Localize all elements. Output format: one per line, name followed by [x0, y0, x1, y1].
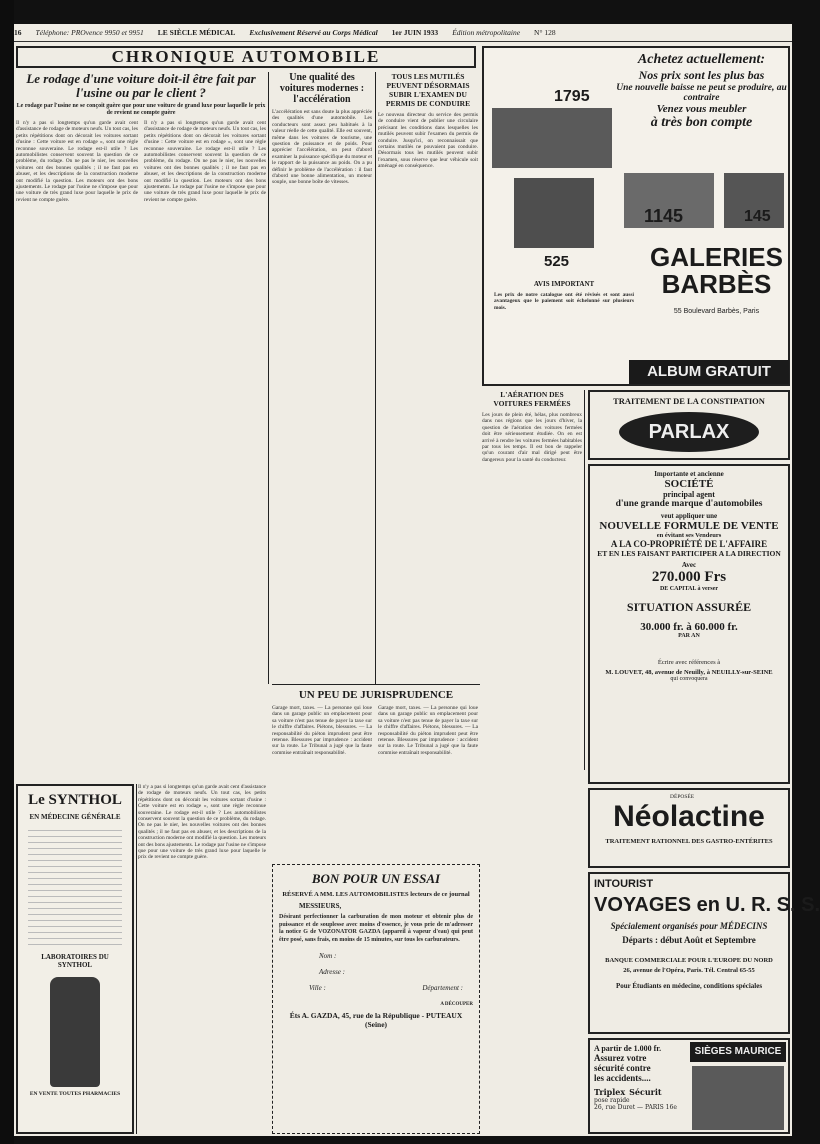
column-rule	[375, 72, 376, 684]
barbes-price-2: 1145	[644, 206, 684, 226]
societe-line6: NOUVELLE FORMULE DE VENTE	[599, 520, 779, 532]
mutiles-body: Le nouveau directeur du service des permis de conduire vient de publier une circulaire précisant les conditions dans lesquelles les mutilés peuvent subir l'examen du permis de conduire. Jusqu'ici, on reconnaissait que certains mutilés ne pouvaient pas conduire. Désormais tous les mutilés peuvent subir l'examen, sous réserve que leur véhicule soit aménagé en conséquence.	[378, 112, 478, 170]
rodage-body-col1: Il n'y a pas si longtemps qu'un garde avait cent d'assistance de rodage de moteurs neufs. Un tout cas, les petits répétitions dont on décorait les voitures sortant d'usine : Cette voiture est en rodage », sont une règle reconnue souveraine. Le rodage est-il utile ? Les automobilistes conservent souvent la question de ce problème, du rodage. On ne pas le nier, les nouvelles voitures ont des bonnes qualités ; il ne faut pas en abuser, et les descriptions de la construction moderne ont modifié la question. Les moteurs ont des bons ajustements. Le rodage par l'usine ne s'impose que pour une voiture de très grand luxe pour laquelle le prix de revient ne compte guère.	[16, 120, 138, 203]
societe-line4: d'une grande marque d'automobiles	[615, 499, 763, 509]
newspaper-page	[14, 24, 820, 1136]
societe-line9: ET EN LES FAISANT PARTICIPER A LA DIRECTION	[597, 549, 781, 558]
barbes-headlines	[614, 52, 789, 131]
synthol-bottle-icon	[50, 977, 100, 1087]
barbes-h2: Nos prix sont les plus bas	[638, 68, 765, 82]
column-rule	[268, 72, 269, 684]
jurisprudence-col1: Garage mort, taxes. — La personne qui loue dans un garage public un emplacement pour sa voiture n'est pas tenue de payer la taxe sur le chiffre d'affaires. Piétons, blessures. — La responsabilité du piéton imprudent peut être retenue. Blessures par imprudence : accident sur la route. Le Tribunal a jugé que la faute commise entraînait responsabilité.	[272, 705, 372, 756]
societe-capital: 270.000 Frs	[651, 569, 727, 585]
barbes-ad	[482, 46, 790, 386]
sieges-ad	[588, 1038, 790, 1134]
mutiles-article	[378, 72, 478, 682]
rodage-subtitle: Le rodage par l'usine ne se conçoit guère que pour une voiture de grand luxe pour laquelle le prix de revient ne compte guère	[16, 103, 266, 116]
sieges-secur: Sécurit	[629, 1087, 662, 1097]
jurisprudence-article	[272, 684, 480, 862]
societe-ad	[588, 464, 790, 784]
intourist-footer: Pour Étudiants en médecine, conditions spéciales	[615, 982, 763, 990]
sieges-addr: 26, rue Duret — PARIS 16e	[594, 1104, 677, 1111]
qualite-title: Une qualité des voitures modernes : l'accélération	[279, 72, 365, 105]
sieges-text	[594, 1044, 694, 1111]
coupon-body: Désirant perfectionner la carburation de mon moteur et obtenir plus de puissance et de souplesse avec moins d'essence, je vous prie de m'adresser la notice G de VOZONATOR GAZDA (appareil à vapeur d'eau) qui peut être posé, sans frais, en moins de 15 minutes, sur tous les carburateurs.	[279, 914, 473, 943]
banner-text: CHRONIQUE AUTOMOBILE	[111, 47, 381, 66]
jurisprudence-col2: Garage mort, taxes. — La personne qui loue dans un garage public un emplacement pour sa voiture n'est pas tenue de payer la taxe sur le chiffre d'affaires. Piétons, blessures. — La responsabilité du piéton imprudent peut être retenue. Blessures par imprudence : accident sur la route. Le Tribunal a jugé que la faute commise entraînait responsabilité.	[378, 705, 478, 756]
issue-date: 1er JUIN 1933	[391, 28, 439, 37]
aeration-title: L'AÉRATION DES VOITURES FERMÉES	[493, 390, 571, 408]
rodage-title: Le rodage d'une voiture doit-il être fait par l'usine ou par le client ?	[26, 71, 256, 100]
aeration-body: Les jours de plein été, hélas, plus nombreux dans nos régions que les jours d'hiver, la question de l'aération des voitures fermées doit être sérieusement étudiée. On en est arrivé à rendre les voitures fermées habitables par tous les temps. Il est bon de rappeler qu'un courant d'air mal dirigé peut être dangereux pour la santé du conducteur.	[482, 412, 582, 463]
column-rule	[584, 390, 585, 770]
furniture-image-4	[514, 178, 594, 248]
coupon-field-name[interactable]: Nom :	[319, 952, 337, 960]
societe-line10: Avec	[681, 561, 697, 569]
coupon-salutation: MESSIEURS,	[299, 902, 342, 910]
societe-contact: M. LOUVET, 48, avenue de Neuilly, à NEUILLY-sur-SEINE	[605, 669, 773, 676]
synthol-brand: Le SYNTHOL	[28, 792, 122, 808]
sieges-brand: SIÈGES MAURICE	[690, 1042, 786, 1062]
page-edge	[0, 0, 14, 1144]
coupon-field-city[interactable]: Ville :	[309, 984, 326, 992]
barbes-album: ALBUM GRATUIT	[629, 360, 789, 384]
barbes-price-4: 525	[544, 253, 570, 270]
parlax-top: TRAITEMENT DE LA CONSTIPATION	[613, 396, 765, 406]
qualite-body: L'accélération est sans doute la plus appréciée des qualités d'une automobile. Les conducteurs sont assez peu habitués à la valeur réelle de cette qualité. Elle est souvent, même dans les voitures de tourisme, une question de puissance et de poids. Pour apprécier l'accélération, on peut d'abord examiner la puissance spécifique du moteur et le rapport de la puissance au poids. On a pu définir le problème de l'accélération : il faut d'abord une bonne alimentation, un moteur souple, une bonne boîte de vitesses.	[272, 109, 372, 186]
intourist-title: VOYAGES en U. R. S. S.	[594, 894, 820, 916]
societe-line7: en évitant ses Vendeurs	[656, 532, 722, 539]
sieges-price: A partir de 1.000 fr.	[594, 1044, 662, 1053]
qualite-lower	[272, 444, 372, 684]
barbes-brand: GALERIES BARBÈS	[650, 242, 783, 299]
parlax-ad	[588, 390, 790, 460]
sieges-line2: sécurité contre	[594, 1063, 651, 1073]
synthol-ad	[16, 784, 134, 1134]
neolactine-ad	[588, 788, 790, 868]
barbes-notice-title: AVIS IMPORTANT	[533, 280, 595, 288]
intourist-bank: BANQUE COMMERCIALE POUR L'EUROPE DU NORD	[605, 957, 773, 964]
mutiles-title: TOUS LES MUTILÉS PEUVENT DÉSORMAIS SUBIR L'EXAMEN DU PERMIS DE CONDUIRE	[385, 72, 471, 108]
coupon-field-dept[interactable]: Département :	[422, 984, 463, 992]
coupon	[272, 864, 480, 1134]
barbes-h5: à très bon compte	[650, 115, 753, 130]
synthol-sub: EN MÉDECINE GÉNÉRALE	[29, 813, 121, 821]
barbes-address: 55 Boulevard Barbès, Paris	[673, 308, 760, 315]
barbes-h3: Une nouvelle baisse ne peut se produire, au contraire	[616, 83, 787, 103]
societe-line1: Importante et ancienne	[654, 470, 724, 478]
societe-contact-end: qui convoquera	[670, 676, 708, 682]
chronique-banner	[16, 46, 476, 68]
coupon-subtitle: RÉSERVÉ A MM. LES AUTOMOBILISTES lecteurs de ce journal	[282, 891, 470, 898]
phone: Téléphone: PROvence 9950 et 9951	[35, 28, 144, 37]
coupon-company: Éts A. GAZDA, 45, rue de la République - PUTEAUX (Seine)	[289, 1011, 463, 1029]
jurisprudence-title: UN PEU DE JURISPRUDENCE	[298, 689, 454, 701]
societe-capital-note: DE CAPITAL à verser	[659, 586, 719, 592]
sieges-triplex: Triplex	[594, 1087, 626, 1097]
societe-line8: A LA CO-PROPRIÉTÉ DE L'AFFAIRE	[610, 539, 768, 549]
societe-situation: SITUATION ASSURÉE	[626, 600, 752, 614]
coupon-title: BON POUR UN ESSAI	[311, 871, 441, 886]
parlax-brand: PARLAX	[619, 412, 759, 452]
lower-middle-column	[138, 784, 266, 1134]
societe-line5: veut appliquer une	[660, 512, 718, 520]
societe-line2: SOCIÉTÉ	[664, 478, 714, 490]
intourist-address: 26, avenue de l'Opéra, Paris. Tél. Central 65-55	[623, 967, 755, 974]
page-number: 16	[14, 28, 22, 37]
neolactine-brand: Néolactine	[613, 800, 765, 833]
issue-number: N° 128	[534, 28, 556, 37]
societe-contact-intro: Écrire avec références à	[657, 659, 721, 666]
intourist-sub: Spécialement organisés pour MÉDECINS	[610, 921, 768, 931]
edition: Édition métropolitaine	[452, 28, 521, 37]
synthol-labs: LABORATOIRES DU SYNTHOL	[41, 953, 109, 969]
intourist-ad	[588, 872, 820, 1034]
barbes-price-3: 145	[744, 208, 771, 225]
neolactine-tagline: TRAITEMENT RATIONNEL DES GASTRO-ENTÉRITES	[605, 838, 773, 845]
page-header	[14, 24, 792, 42]
aeration-article	[482, 390, 582, 770]
societe-per: PAR AN	[678, 633, 700, 639]
rodage-continued: Il n'y a pas si longtemps qu'un garde avait cent d'assistance de rodage de moteurs neufs. Un tout cas, les petits répétitions dont on décorait les voitures sortant d'usine : Cette voiture est en rodage », sont une règle reconnue souveraine. Le rodage est-il utile ? Les automobilistes conservent souvent la question de ce problème, du rodage. On ne pas le nier, les nouvelles voitures ont des bonnes qualités ; il ne faut pas en abuser, et les descriptions de la construction moderne ont modifié la question. Les moteurs ont des bons ajustements. Le rodage par l'usine ne s'impose que pour une voiture de très grand luxe pour laquelle le prix de revient ne compte guère.	[138, 784, 266, 861]
reserved-notice: Exclusivement Réservé au Corps Médical	[249, 28, 378, 37]
furniture-image-1	[492, 108, 612, 168]
column-rule	[136, 784, 137, 1134]
barbes-notice: Les prix de notre catalogue ont été révisés et sont aussi avantageux que le paiement soit échelonné sur plusieurs mois.	[494, 292, 634, 311]
neolactine-deposee: DÉPOSÉE	[670, 794, 695, 800]
sieges-line1: Assurez votre	[594, 1053, 647, 1063]
societe-salary: 30.000 fr. à 60.000 fr.	[640, 621, 738, 633]
synthol-text-lines	[28, 825, 122, 945]
journal-name: LE SIÈCLE MÉDICAL	[157, 28, 236, 37]
sieges-pose: pose rapide	[594, 1097, 630, 1104]
rodage-article	[16, 72, 266, 782]
sieges-line3: les accidents....	[594, 1073, 651, 1083]
coupon-field-address[interactable]: Adresse :	[319, 968, 345, 976]
barbes-h4: Venez vous meubler	[656, 103, 747, 115]
societe-line3: principal agent	[663, 490, 715, 499]
car-seat-image	[692, 1066, 784, 1130]
intourist-departs: Départs : début Août et Septembre	[622, 935, 756, 945]
barbes-h1: Achetez actuellement:	[637, 52, 766, 67]
synthol-footer: EN VENTE TOUTES PHARMACIES	[29, 1091, 121, 1097]
coupon-cut: A DÉCOUPER	[440, 1002, 473, 1007]
intourist-logo: INTOURIST	[594, 878, 654, 890]
rodage-body-col2: Il n'y a pas si longtemps qu'un garde avait cent d'assistance de rodage de moteurs neufs. Un tout cas, les petits répétitions dont on décorait les voitures sortant d'usine : Cette voiture est en rodage », sont une règle reconnue souveraine. Le rodage est-il utile ? Les automobilistes conservent souvent la question de ce problème, du rodage. On ne pas le nier, les nouvelles voitures ont des bonnes qualités ; il ne faut pas en abuser, et les descriptions de la construction moderne ont modifié la question. Les moteurs ont des bons ajustements. Le rodage par l'usine ne s'impose que pour une voiture de très grand luxe pour laquelle le prix de revient ne compte guère.	[144, 120, 266, 203]
barbes-price-1: 1795	[554, 88, 590, 105]
